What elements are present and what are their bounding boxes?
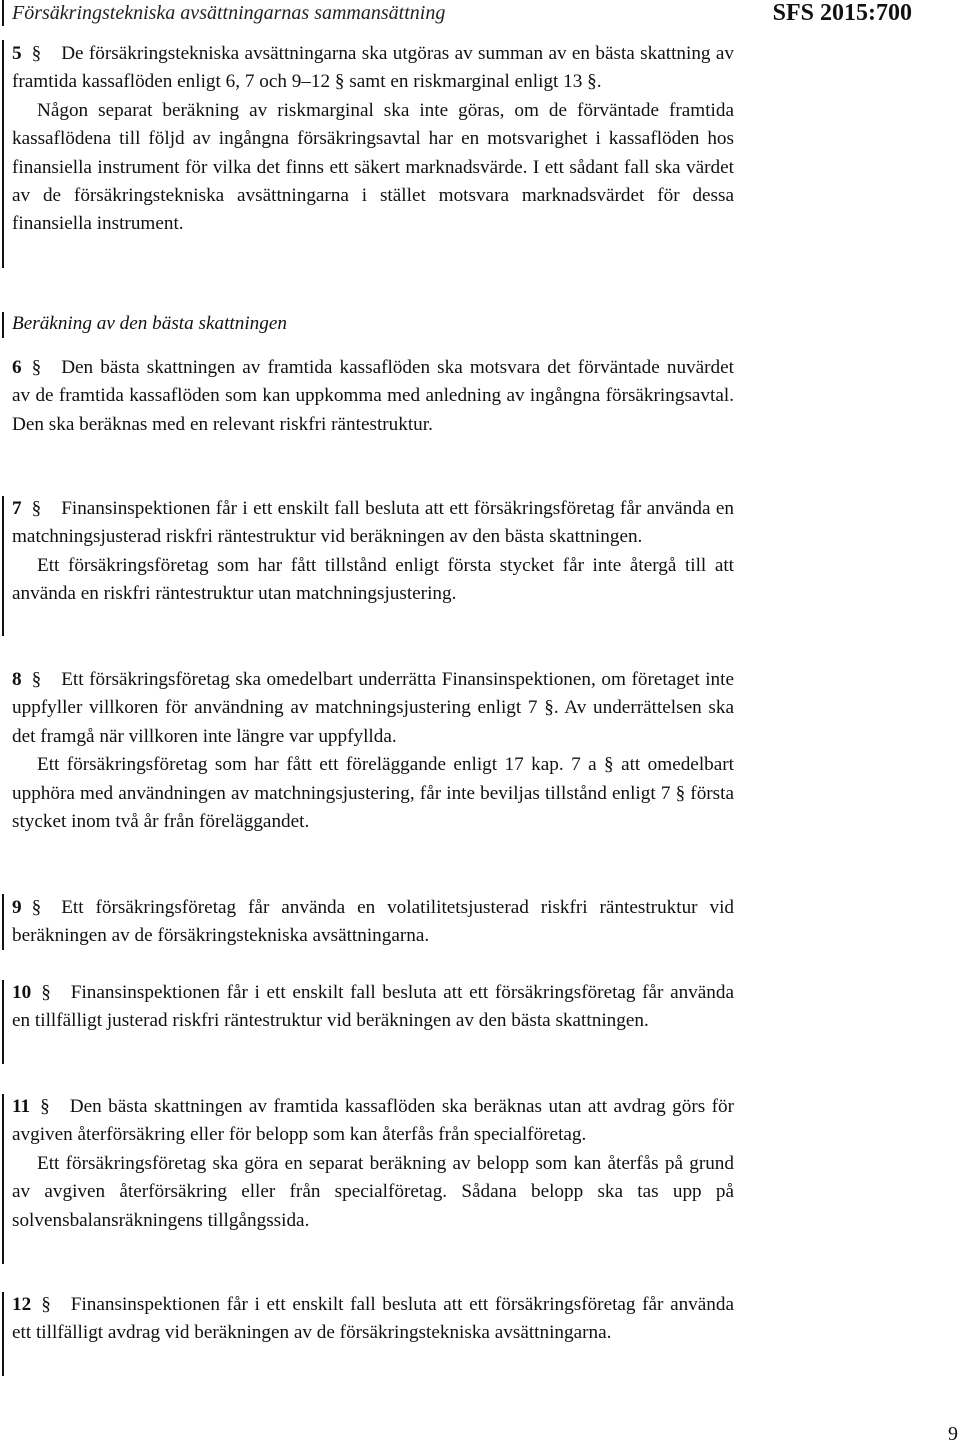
section-number: 8 bbox=[12, 669, 22, 690]
section-5-paragraph-1 bbox=[12, 40, 734, 97]
change-bar bbox=[2, 980, 4, 1064]
section-11 bbox=[12, 1093, 734, 1235]
section-number: 9 bbox=[12, 897, 22, 918]
subheading: Beräkning av den bästa skattningen bbox=[12, 313, 287, 334]
section-number: 10 bbox=[12, 982, 32, 1003]
section-sign: § bbox=[31, 357, 42, 378]
section-9-paragraph-1 bbox=[12, 894, 734, 951]
change-bar bbox=[2, 312, 4, 338]
section-6-paragraph-1 bbox=[12, 354, 734, 439]
section-sign: § bbox=[41, 982, 51, 1003]
section-10-paragraph-1 bbox=[12, 979, 734, 1036]
section-text: Finansinspektionen får i ett enskilt fall besluta att ett försäkringsföretag får använda en matchningsjusterad riskfri räntestruktur vid beräkningen av den bästa skattningen. bbox=[12, 498, 734, 548]
section-10 bbox=[12, 979, 734, 1036]
section-5-paragraph-2: Någon separat beräkning av riskmarginal ska inte göras, om de förväntade framtida kassaflödena till följd av ingångna försäkringsavtal har en motsvarighet i kassaflöden hos finansiella instrument för vilka det finns ett säkert marknadsvärde. I ett sådant fall ska värdet av de försäkringstekniska avsättningarna i stället motsvara marknadsvärdet för dessa finansiella instrument. bbox=[12, 99, 734, 235]
section-12-paragraph-1 bbox=[12, 1291, 734, 1348]
section-number: 5 bbox=[12, 43, 22, 64]
section-text: Finansinspektionen får i ett enskilt fall besluta att ett försäkringsföretag får använda en tillfälligt justerad riskfri räntestruktur vid beräkningen av den bästa skattningen. bbox=[12, 982, 734, 1032]
section-11-paragraph-1 bbox=[12, 1093, 734, 1150]
section-8-paragraph-2: Ett försäkringsföretag som har fått ett föreläggande enligt 17 kap. 7 a § att omedelbart upphöra med användningen av matchningsjustering, får inte beviljas tillstånd enligt 7 § första stycket inom två år från föreläggandet. bbox=[12, 754, 734, 833]
section-sign: § bbox=[31, 669, 42, 690]
section-number: 12 bbox=[12, 1294, 32, 1315]
section-text: Den bästa skattningen av framtida kassaflöden ska beräknas utan att avdrag görs för avgiven återförsäkring eller för belopp som kan återfås från specialföretag. bbox=[12, 1096, 734, 1146]
section-sign: § bbox=[31, 43, 42, 64]
change-bar bbox=[2, 496, 4, 636]
section-8-paragraph-1 bbox=[12, 666, 734, 751]
section-sign: § bbox=[40, 1096, 50, 1117]
section-sign: § bbox=[31, 498, 42, 519]
change-bar bbox=[2, 40, 4, 268]
section-9 bbox=[12, 894, 734, 951]
section-6 bbox=[12, 354, 734, 439]
section-text: Ett försäkringsföretag får använda en volatilitetsjusterad riskfri räntestruktur vid beräkningen av de försäkringstekniska avsättningarna. bbox=[12, 897, 734, 947]
running-header-section-title: Försäkringstekniska avsättningarnas sammansättning bbox=[12, 2, 446, 24]
section-text: De försäkringstekniska avsättningarna ska utgöras av summan av en bästa skattning av framtida kassaflöden enligt 6, 7 och 9–12 § samt en riskmarginal enligt 13 §. bbox=[12, 43, 734, 93]
section-5 bbox=[12, 40, 734, 239]
change-bar bbox=[2, 1094, 4, 1264]
section-text: Ett försäkringsföretag ska omedelbart underrätta Finansinspektionen, om företaget inte uppfyller villkoren för användning av matchningsjustering enligt 7 §. Av underrättelsen ska det framgå när villkoren inte längre var uppfyllda. bbox=[12, 669, 734, 747]
section-11-paragraph-2: Ett försäkringsföretag ska göra en separat beräkning av belopp som kan återfås på grund av avgiven återförsäkring eller från specialföretag. Sådana belopp ska tas upp på solvensbalansräkningens tillgångssida. bbox=[12, 1152, 734, 1231]
section-number: 11 bbox=[12, 1096, 31, 1117]
change-bar bbox=[2, 1292, 4, 1376]
change-bar bbox=[2, 894, 4, 950]
section-8 bbox=[12, 666, 734, 836]
section-7-paragraph-2: Ett försäkringsföretag som har fått tillstånd enligt första stycket får inte återgå till att använda en riskfri räntestruktur utan matchningsjustering. bbox=[12, 554, 734, 605]
section-number: 6 bbox=[12, 357, 22, 378]
section-number: 7 bbox=[12, 498, 22, 519]
section-sign: § bbox=[41, 1294, 51, 1315]
section-text: Den bästa skattningen av framtida kassaflöden ska motsvara det förväntade nuvärdet av de framtida kassaflöden som kan uppkomma med anledning av ingångna försäkringsavtal. Den ska beräknas med en relevant riskfri räntestruktur. bbox=[12, 357, 734, 435]
section-sign: § bbox=[31, 897, 42, 918]
section-12 bbox=[12, 1291, 734, 1348]
section-7 bbox=[12, 495, 734, 609]
change-bar bbox=[2, 0, 4, 26]
running-header-sfs-number: SFS 2015:700 bbox=[772, 0, 912, 26]
section-7-paragraph-1 bbox=[12, 495, 734, 552]
section-text: Finansinspektionen får i ett enskilt fall besluta att ett försäkringsföretag får använda ett tillfälligt avdrag vid beräkningen av de försäkringstekniska avsättningarna. bbox=[12, 1294, 734, 1344]
page-number: 9 bbox=[948, 1423, 958, 1445]
